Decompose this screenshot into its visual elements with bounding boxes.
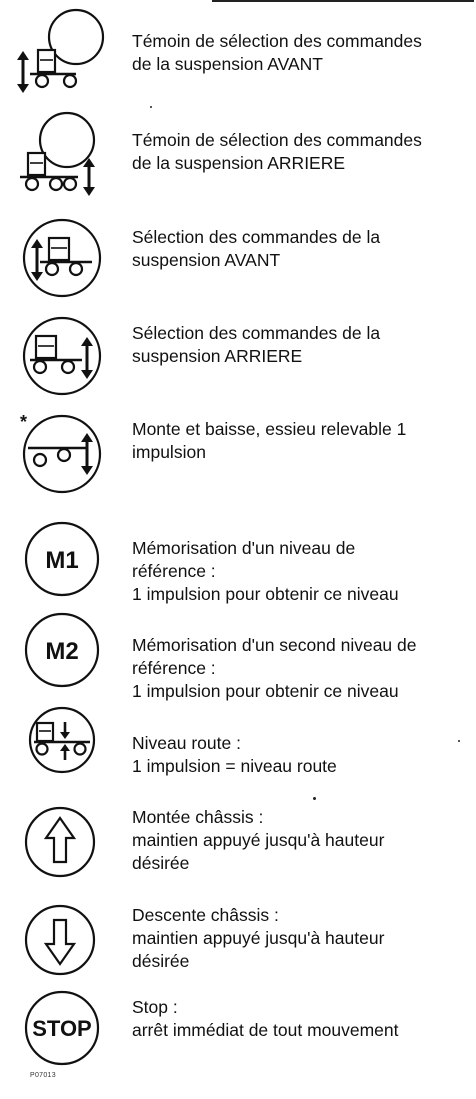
lift-axle-button-icon <box>12 410 120 506</box>
scan-speck <box>458 740 460 742</box>
legend-description <box>132 537 472 606</box>
top-rule <box>212 0 474 2</box>
description-line: désirée <box>132 951 190 971</box>
front-suspension-select-indicator-icon <box>12 8 120 104</box>
legend-description <box>132 996 472 1042</box>
description-line: maintien appuyé jusqu'à hauteur <box>132 830 385 850</box>
description-line: Témoin de sélection des commandes <box>132 31 422 51</box>
description-line: Mémorisation d'un second niveau de <box>132 635 417 655</box>
memory-m1-button-icon <box>12 519 120 615</box>
legend-description <box>132 806 472 875</box>
description-line: Montée châssis : <box>132 807 264 827</box>
legend-description <box>132 226 472 272</box>
memory-m2-button-icon <box>12 610 120 706</box>
rear-suspension-select-indicator-icon <box>12 111 120 207</box>
legend-description <box>132 322 472 368</box>
description-line: Sélection des commandes de la <box>132 323 381 343</box>
chassis-down-button-icon <box>12 898 120 994</box>
description-line: suspension ARRIERE <box>132 346 303 366</box>
description-line: 1 impulsion pour obtenir ce niveau <box>132 584 399 604</box>
description-line: Niveau route : <box>132 733 241 753</box>
front-suspension-select-button-icon <box>12 216 120 312</box>
rear-suspension-select-button-icon <box>12 314 120 410</box>
legend-description <box>132 732 472 778</box>
description-line: Témoin de sélection des commandes <box>132 130 422 150</box>
description-line: maintien appuyé jusqu'à hauteur <box>132 928 385 948</box>
legend-description <box>132 418 472 464</box>
description-line: de la suspension ARRIERE <box>132 153 346 173</box>
description-line: Monte et baisse, essieu relevable 1 <box>132 419 407 439</box>
scan-speck <box>313 797 316 800</box>
description-line: Mémorisation d'un niveau de <box>132 538 356 558</box>
chassis-up-button-icon <box>12 800 120 896</box>
m1-label: M1 <box>45 547 79 574</box>
figure-reference: P07013 <box>30 1072 56 1079</box>
description-line: Descente châssis : <box>132 905 279 925</box>
description-line: impulsion <box>132 442 206 462</box>
description-line: arrêt immédiat de tout mouvement <box>132 1020 399 1040</box>
description-line: suspension AVANT <box>132 250 281 270</box>
description-line: 1 impulsion pour obtenir ce niveau <box>132 681 399 701</box>
legend-description <box>132 129 472 175</box>
asterisk-mark: * <box>20 412 28 432</box>
description-line: Stop : <box>132 997 178 1017</box>
stop-label: STOP <box>32 1016 92 1041</box>
description-line: référence : <box>132 658 216 678</box>
description-line: Sélection des commandes de la <box>132 227 381 247</box>
description-line: 1 impulsion = niveau route <box>132 756 337 776</box>
legend-description <box>132 30 472 76</box>
description-line: référence : <box>132 561 216 581</box>
legend-description <box>132 904 472 973</box>
description-line: de la suspension AVANT <box>132 54 323 74</box>
m2-label: M2 <box>45 638 79 665</box>
legend-description <box>132 634 472 703</box>
description-line: désirée <box>132 853 190 873</box>
road-level-button-icon <box>12 706 120 802</box>
stop-button-icon <box>12 988 120 1084</box>
scan-speck <box>150 106 152 108</box>
